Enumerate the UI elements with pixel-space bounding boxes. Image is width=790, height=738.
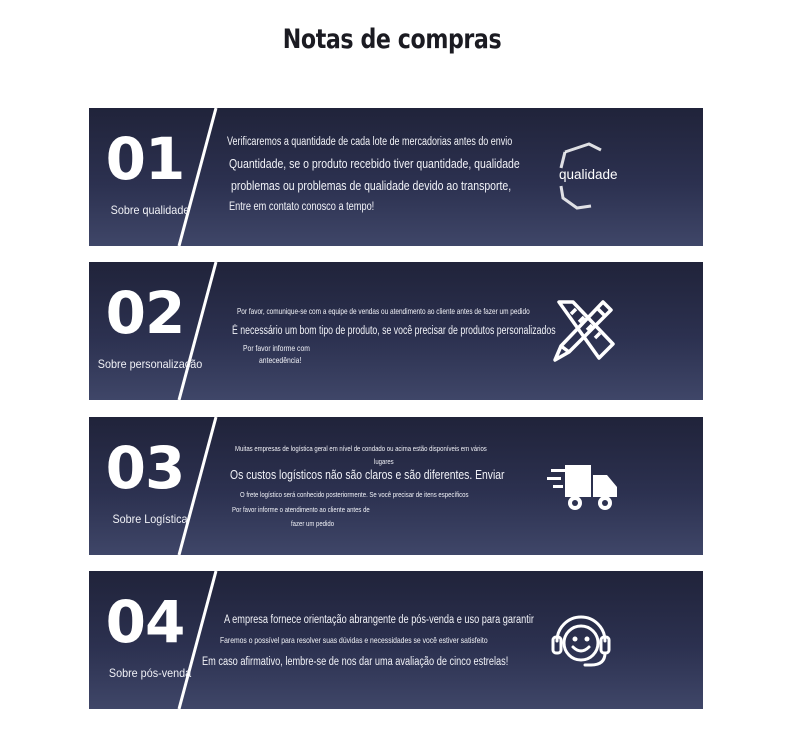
notice-card-after-sales [89,571,703,709]
card-text-line: Faremos o possível para resolver suas dúvidas e necessidades se você estiver satisfeito [220,635,488,645]
card-text-line: Muitas empresas de logística geral em nível de condado ou acima estão disponíveis em vários [235,444,487,453]
card-text-line: Quantidade, se o produto recebido tiver quantidade, qualidade [229,157,520,171]
card-label: Sobre personalização [97,357,203,371]
card-text-line: lugares [374,457,394,466]
card-text-line: Em caso afirmativo, lembre-se de nos dar uma avaliação de cinco estrelas! [202,656,509,668]
card-text-line: Entre em contato conosco a tempo! [229,201,375,213]
card-label: Sobre pós-venda [108,666,192,680]
card-text-line: Por favor informe com [243,343,310,353]
notice-card-customization [89,262,703,400]
card-text-line: É necessário um bom tipo de produto, se você precisar de produtos personalizados [232,325,556,337]
notice-card-logistics [89,417,703,555]
card-text-line: Por favor, comunique-se com a equipe de vendas ou atendimento ao cliente antes de fazer um pedido [237,306,530,316]
card-text-line: fazer um pedido [291,519,335,528]
card-number: 03 [105,434,185,502]
card-text-line: problemas ou problemas de qualidade devido ao transporte, [231,179,512,193]
card-number: 02 [105,279,185,347]
card-text-line: Verificaremos a quantidade de cada lote de mercadorias antes do envio [227,136,513,148]
pencil-ruler-icon [547,296,617,366]
card-number: 04 [105,588,185,656]
card-text-line: antecedência! [259,355,302,365]
card-label: Sobre qualidade [110,203,190,217]
page-title: Notas de compras [282,24,502,55]
notice-card-quality [89,108,703,246]
card-text-line: O frete logístico será conhecido posteriormente. Se você precisar de itens específicos [240,490,469,499]
card-label: Sobre Logística [112,512,188,526]
quality-badge-label: qualidade [559,167,618,182]
card-text-line: Os custos logísticos não são claros e são diferentes. Enviar [230,468,505,482]
delivery-truck-icon [547,451,617,521]
card-text-line: A empresa fornece orientação abrangente de pós-venda e uso para garantir [224,614,534,626]
card-text-line: Por favor informe o atendimento ao cliente antes de [232,505,370,514]
card-number: 01 [105,125,185,193]
customer-service-headset-icon [547,607,617,677]
